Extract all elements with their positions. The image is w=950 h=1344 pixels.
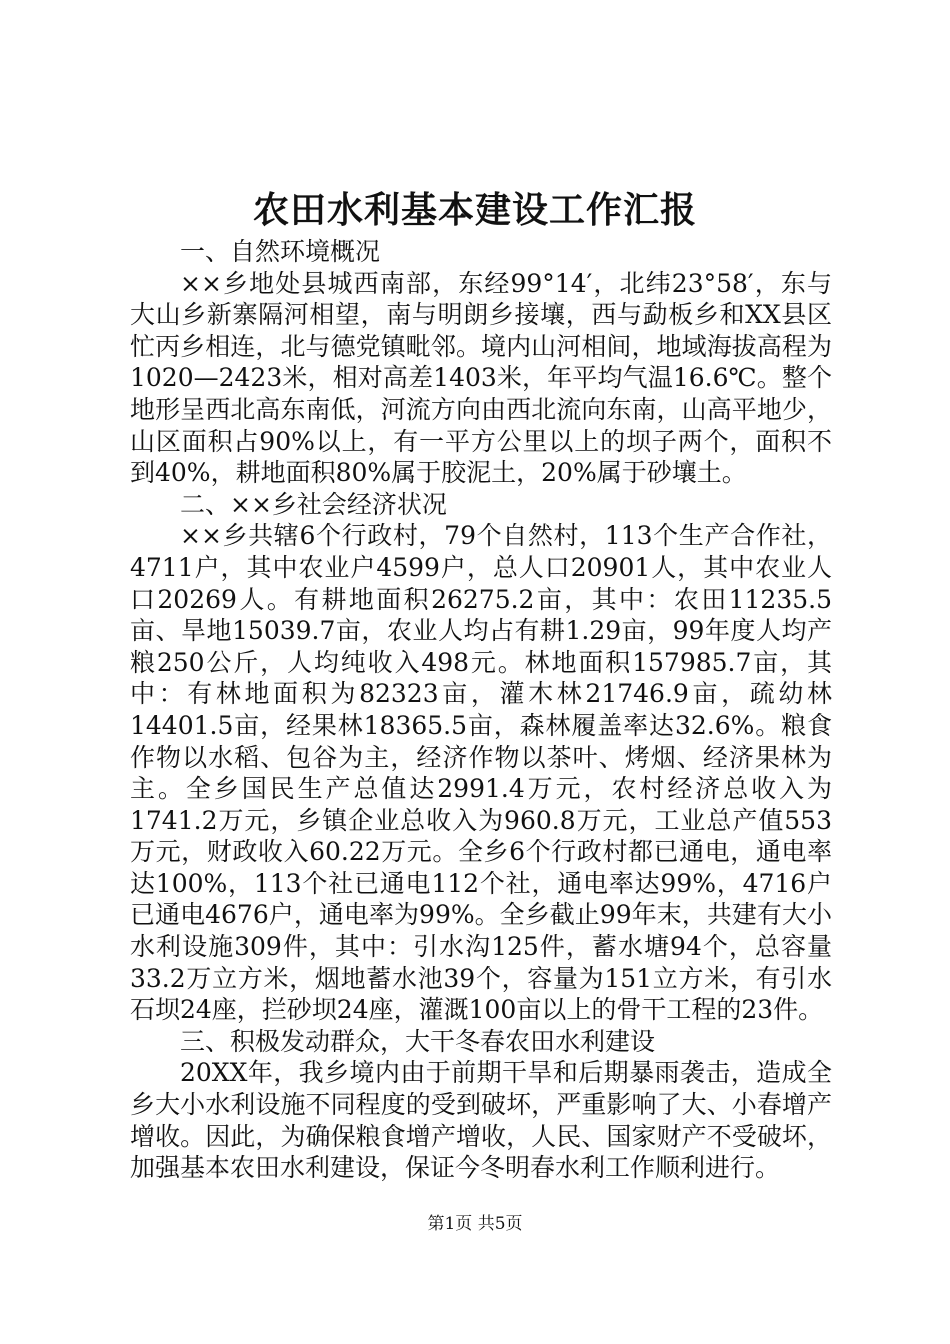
section-paragraph: ××乡地处县城西南部，东经99°14′，北纬23°58′，东与大山乡新寨隔河相望，南与明朗乡接壤，西与勐板乡和XX县区忙丙乡相连，北与德党镇毗邻。境内山河相间，地域海拔高程为1020—2423米，相对高差1403米，年平均气温16.6℃。整个地形呈西北高东南低，河流方向由西北流向东南，山高平地少，山区面积占90%以上，有一平方公里以上的坝子两个，面积不到40%，耕地面积80%属于胶泥土，20%属于砂壤土。 <box>130 268 832 488</box>
section-socioeconomic-status <box>130 489 832 1026</box>
document-title: 农田水利基本建设工作汇报 <box>252 189 697 231</box>
section-water-conservancy <box>130 1026 832 1184</box>
section-paragraph: ××乡共辖6个行政村，79个自然村，113个生产合作社，4711户，其中农业户4599户，总人口20901人，其中农业人口20269人。有耕地面积26275.2亩，其中：农田11235.5亩、旱地15039.7亩，农业人均占有耕1.29亩，99年度人均产粮250公斤，人均纯收入498元。林地面积157985.7亩，其中：有林地面积为82323亩，灌木林21746.9亩，疏幼林14401.5亩，经果林18365.5亩，森林履盖率达32.6%。粮食作物以水稻、包谷为主，经济作物以茶叶、烤烟、经济果林为主。全乡国民生产总值达2991.4万元，农村经济总收入为1741.2万元，乡镇企业总收入为960.8万元，工业总产值553万元，财政收入60.22万元。全乡6个行政村都已通电，通电率达100%，113个社已通电112个社，通电率达99%，4716户已通电4676户，通电率为99%。全乡截止99年末，共建有大小水利设施309件，其中：引水沟125件，蓄水塘94个，总容量33.2万立方米，烟地蓄水池39个，容量为151立方米，有引水石坝24座，拦砂坝24座，灌溉100亩以上的骨干工程的23件。 <box>130 521 832 1025</box>
document-body <box>130 236 832 1184</box>
page-number-footer: 第1页 共5页 <box>427 1214 523 1234</box>
section-heading: 一、自然环境概况 <box>180 237 381 266</box>
section-heading: 三、积极发动群众，大干冬春农田水利建设 <box>180 1026 656 1056</box>
section-heading: 二、××乡社会经济状况 <box>180 489 447 519</box>
section-paragraph: 20XX年，我乡境内由于前期干旱和后期暴雨袭击，造成全乡大小水利设施不同程度的受到破坏，严重影响了大、小春增产增收。因此，为确保粮食增产增收，人民、国家财产不受破坏，加强基本农田水利建设，保证今冬明春水利工作顺利进行。 <box>130 1058 832 1183</box>
section-natural-environment <box>130 236 832 489</box>
